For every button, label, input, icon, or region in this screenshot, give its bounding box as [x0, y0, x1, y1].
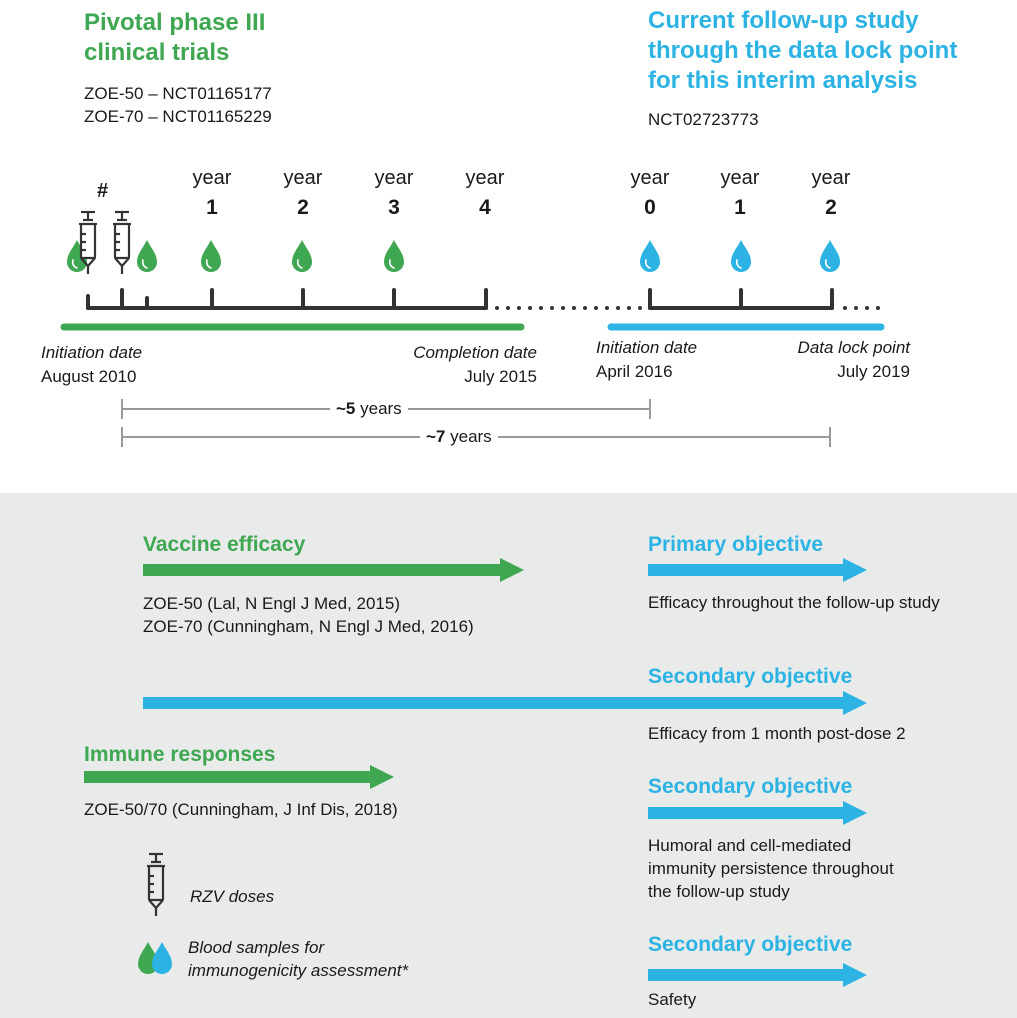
year-label-4: year 4 [465, 167, 505, 219]
vaccine-efficacy-title: Vaccine efficacy [143, 533, 306, 556]
span-7-years: ~7 years [420, 426, 498, 448]
legend-rzv-doses: RZV doses [190, 887, 275, 906]
hash-footnote-mark: # [97, 180, 109, 202]
followup-nct: NCT02723773 [648, 110, 759, 129]
data-lock-point: Data lock point July 2019 [797, 338, 910, 381]
pivotal-title: Pivotal phase III clinical trials [84, 9, 266, 66]
immune-responses-ref: ZOE-50/70 (Cunningham, J Inf Dis, 2018) [84, 800, 398, 819]
year-label-2: year 2 [283, 167, 323, 219]
primary-objective-text: Efficacy throughout the follow-up study [648, 593, 940, 612]
pivotal-nct-list: ZOE-50 – NCT01165177 ZOE-70 – NCT01165229 [84, 84, 272, 126]
secondary-objective-1-title: Secondary objective [648, 665, 853, 688]
vaccine-efficacy-refs: ZOE-50 (Lal, N Engl J Med, 2015) ZOE-70 (Cunningham, N Engl J Med, 2016) [143, 594, 474, 636]
year-label-1-followup: year 1 [720, 167, 760, 219]
primary-objective-title: Primary objective [648, 533, 824, 556]
secondary-objective-2-title: Secondary objective [648, 775, 853, 798]
secondary-objective-3-text: Safety [648, 990, 697, 1009]
secondary-objective-2-text: Humoral and cell-mediated immunity persistence throughout the follow-up study [648, 836, 894, 901]
year-label-2-followup: year 2 [811, 167, 851, 219]
year-label-3: year 3 [374, 167, 414, 219]
followup-initiation: Initiation date April 2016 [596, 338, 698, 381]
legend-blood-samples: Blood samples for immunogenicity assessment* [188, 938, 409, 980]
span-5-years: ~5 years [330, 398, 408, 420]
pivotal-completion: Completion date July 2015 [413, 343, 537, 386]
year-label-0-followup: year 0 [630, 167, 670, 219]
immune-responses-title: Immune responses [84, 743, 276, 766]
secondary-objective-3-title: Secondary objective [648, 933, 853, 956]
secondary-objective-1-text: Efficacy from 1 month post-dose 2 [648, 724, 906, 743]
blood-drop-icon [152, 942, 172, 974]
syringe-icon [147, 854, 165, 916]
year-label-1: year 1 [192, 167, 232, 219]
followup-title: Current follow-up study through the data lock point for this interim analysis [648, 7, 958, 94]
pivotal-initiation: Initiation date August 2010 [41, 343, 143, 386]
